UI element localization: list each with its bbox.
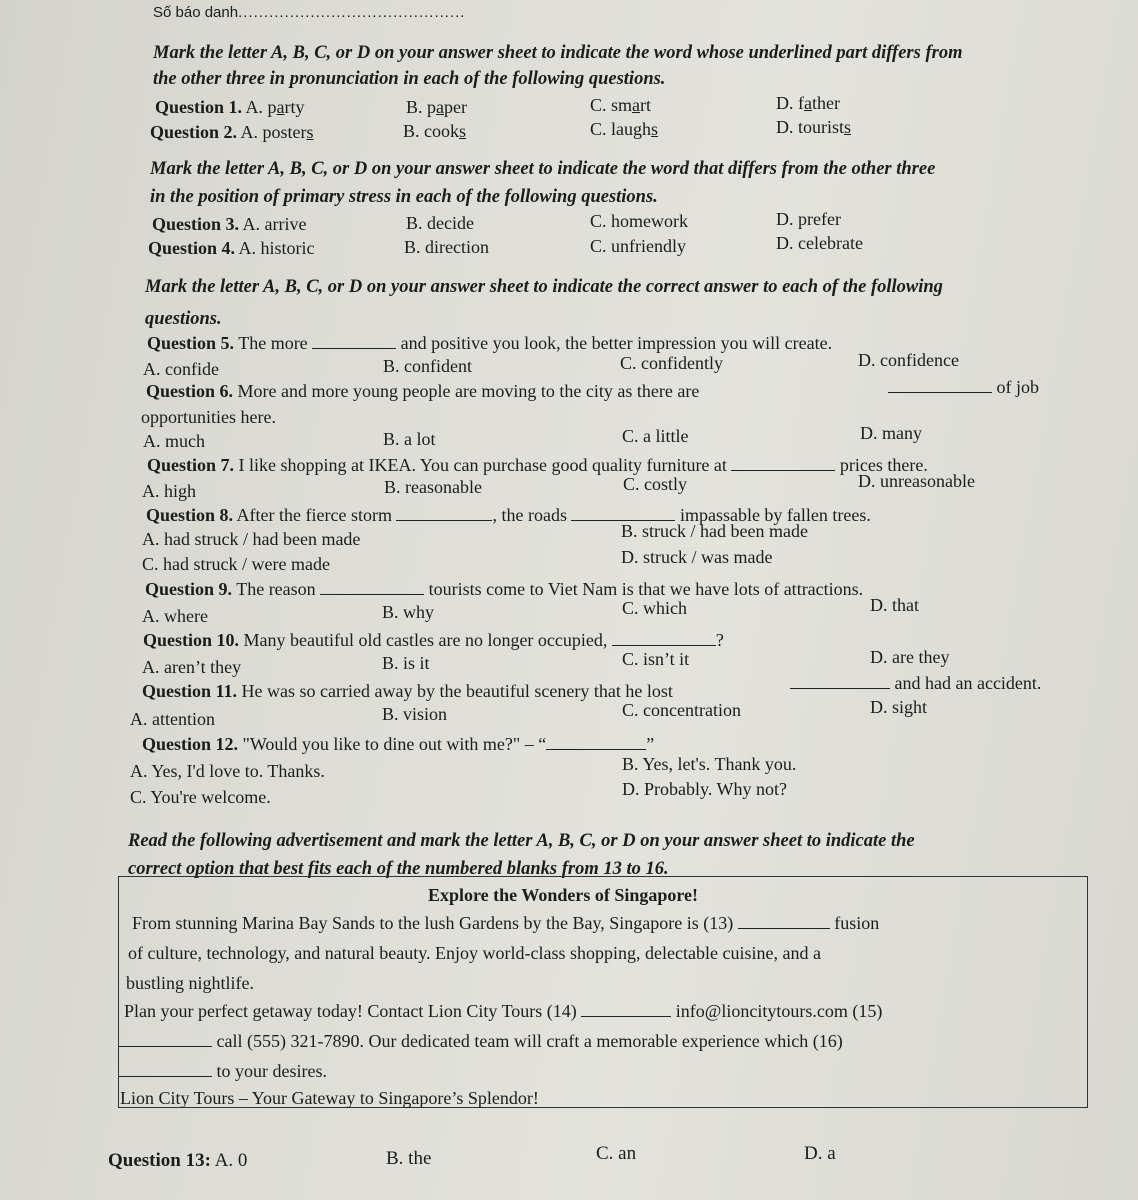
q10-option-a: A. aren’t they	[142, 657, 242, 677]
q11-option-b: B. vision	[382, 704, 448, 724]
answer-blank-2	[571, 506, 675, 521]
answer-blank	[790, 674, 890, 689]
answer-blank	[731, 456, 835, 471]
q7-option-c: C. costly	[623, 474, 688, 494]
option-a: A. party	[245, 97, 305, 117]
q12-option-d: D. Probably. Why not?	[622, 779, 787, 799]
q10-option-c: C. isn’t it	[622, 649, 690, 669]
ad-line-4: Plan your perfect getaway today! Contact Lion City Tours (14) info@lioncitytours.com (15)	[124, 1001, 883, 1021]
q6-option-c: C. a little	[622, 426, 689, 446]
answer-blank-1	[396, 506, 492, 521]
q9-option-c: C. which	[622, 598, 687, 618]
section1-instruction-line2: the other three in pronunciation in each of the following questions.	[153, 69, 666, 89]
q7-option-d: D. unreasonable	[858, 471, 975, 491]
question-stem-middle: , the roads	[492, 505, 567, 525]
q9-option-b: B. why	[382, 602, 435, 622]
q12-option-c: C. You're welcome.	[130, 787, 271, 807]
q2-option-c: C. laughs	[590, 119, 659, 139]
q13-option-d: D. a	[804, 1143, 836, 1164]
section2-instruction-line1: Mark the letter A, B, C, or D on your answer sheet to indicate the word that differs from the other three	[150, 159, 936, 179]
q13-option-c: C. an	[596, 1143, 637, 1164]
q10-option-d: D. are they	[870, 647, 950, 667]
q3-option-d: D. prefer	[776, 209, 841, 229]
q8-option-a: A. had struck / had been made	[142, 529, 361, 549]
q11-option-a: A. attention	[130, 709, 215, 729]
q11-option-d: D. sight	[870, 697, 928, 717]
ad-line-7: Lion City Tours – Your Gateway to Singapore’s Splendor!	[120, 1088, 539, 1108]
question-13	[108, 1150, 247, 1172]
q6-blank-and-end	[888, 376, 1039, 398]
question-4	[148, 237, 315, 259]
candidate-number-dots: ............................................	[238, 4, 466, 21]
blank-15	[118, 1032, 212, 1047]
q6-option-b: B. a lot	[383, 429, 436, 449]
q5-option-a: A. confide	[143, 359, 219, 379]
candidate-number	[153, 2, 465, 24]
q4-option-c: C. unfriendly	[590, 236, 686, 256]
q3-option-c: C. homework	[590, 211, 688, 231]
question-label: Question 12.	[142, 734, 239, 754]
question-stem-start: Many beautiful old castles are no longer occupied,	[243, 630, 608, 650]
question-stem-start: "Would you like to dine out with me?" – “	[242, 734, 547, 754]
question-label: Question 11.	[142, 681, 238, 701]
section1-instruction-line1: Mark the letter A, B, C, or D on your answer sheet to indicate the word whose underlined part differs from	[153, 43, 963, 63]
answer-blank	[320, 580, 424, 595]
q6-stem-continued: opportunities here.	[141, 407, 276, 427]
q5-option-b: B. confident	[383, 356, 472, 376]
answer-blank	[546, 735, 646, 750]
candidate-number-label: Số báo danh	[153, 4, 239, 21]
q8-option-d: D. struck / was made	[621, 547, 773, 567]
question-label: Question 13:	[108, 1150, 211, 1171]
question-stem-start: I like shopping at IKEA. You can purchase good quality furniture at	[238, 455, 727, 475]
answer-blank	[888, 378, 992, 393]
question-stem-end: and had an accident.	[894, 673, 1042, 693]
q9-option-a: A. where	[142, 606, 208, 626]
question-stem-end: ?	[715, 630, 724, 650]
ad-line-3: bustling nightlife.	[126, 973, 254, 993]
question-label: Question 10.	[143, 630, 240, 650]
q1-option-b: B. paper	[406, 97, 467, 117]
question-label: Question 9.	[145, 579, 233, 599]
q2-option-d: D. tourists	[776, 117, 852, 137]
blank-14	[581, 1002, 671, 1017]
question-label: Question 6.	[146, 381, 234, 401]
question-9	[145, 578, 863, 600]
advertisement-title: Explore the Wonders of Singapore!	[428, 885, 699, 905]
q11-blank-and-end	[790, 672, 1041, 694]
question-5	[147, 332, 832, 354]
question-6	[146, 380, 699, 402]
question-stem-start: The more	[238, 333, 308, 353]
q9-option-d: D. that	[870, 595, 919, 615]
q1-option-c: C. smart	[590, 95, 652, 115]
question-label: Question 2.	[150, 122, 238, 142]
answer-blank	[612, 631, 716, 646]
question-stem-end: impassable by fallen trees.	[679, 505, 871, 525]
ad-line-6: to your desires.	[118, 1060, 327, 1082]
question-1	[155, 96, 305, 118]
ad-line-2: of culture, technology, and natural beauty. Enjoy world-class shopping, delectable cuisine, and a	[128, 943, 821, 963]
q3-option-b: B. decide	[406, 213, 474, 233]
q6-option-d: D. many	[860, 423, 922, 443]
blank-16	[118, 1062, 212, 1077]
blank-13	[738, 914, 830, 929]
question-stem-end: of job	[996, 377, 1039, 397]
q8-option-b: B. struck / had been made	[621, 521, 808, 541]
option-a: A. posters	[240, 122, 314, 142]
question-label: Question 5.	[147, 333, 235, 353]
option-a: A. historic	[238, 238, 315, 258]
q12-option-a: A. Yes, I'd love to. Thanks.	[130, 761, 325, 781]
question-stem-start: The reason	[236, 579, 316, 599]
question-stem-end: prices there.	[839, 455, 928, 475]
question-stem-end: and positive you look, the better impression you will create.	[400, 333, 833, 353]
q4-option-d: D. celebrate	[776, 233, 863, 253]
q7-option-b: B. reasonable	[384, 477, 482, 497]
q12-option-b: B. Yes, let's. Thank you.	[622, 754, 797, 774]
question-stem-end: tourists come to Viet Nam is that we have lots of attractions.	[428, 579, 864, 599]
question-2	[150, 121, 314, 143]
q1-option-d: D. father	[776, 93, 840, 113]
q7-option-a: A. high	[142, 481, 196, 501]
question-label: Question 4.	[148, 238, 236, 258]
q8-option-c: C. had struck / were made	[142, 554, 330, 574]
q4-option-b: B. direction	[404, 237, 489, 257]
question-12	[142, 733, 654, 755]
question-7	[147, 454, 928, 476]
question-11	[142, 680, 673, 702]
question-label: Question 3.	[152, 214, 240, 234]
section4-instruction-line1: Read the following advertisement and mark the letter A, B, C, or D on your answer sheet to indicate the	[128, 831, 915, 851]
ad-line-5: call (555) 321-7890. Our dedicated team will craft a memorable experience which (16)	[118, 1030, 843, 1052]
question-stem-start: He was so carried away by the beautiful scenery that he lost	[241, 681, 673, 701]
question-label: Question 1.	[155, 97, 243, 117]
section4-instruction-line2: correct option that best fits each of the numbered blanks from 13 to 16.	[128, 859, 669, 879]
section3-instruction-line2: questions.	[145, 309, 222, 329]
ad-line-1: From stunning Marina Bay Sands to the lush Gardens by the Bay, Singapore is (13) fusion	[132, 913, 880, 933]
section2-instruction-line2: in the position of primary stress in each of the following questions.	[150, 187, 658, 207]
question-label: Question 7.	[147, 455, 235, 475]
q5-option-c: C. confidently	[620, 353, 723, 373]
question-label: Question 8.	[146, 505, 234, 525]
q11-option-c: C. concentration	[622, 700, 741, 720]
section3-instruction-line1: Mark the letter A, B, C, or D on your answer sheet to indicate the correct answer to each of the following	[145, 277, 943, 297]
q13-option-b: B. the	[386, 1148, 432, 1169]
q6-option-a: A. much	[143, 431, 205, 451]
q2-option-b: B. cooks	[403, 121, 467, 141]
q10-option-b: B. is it	[382, 653, 430, 673]
question-3	[152, 213, 307, 235]
option-a: A. arrive	[242, 214, 307, 234]
option-a: A. 0	[214, 1150, 248, 1171]
question-stem-start: After the fierce storm	[236, 505, 392, 525]
answer-blank	[312, 334, 396, 349]
q5-option-d: D. confidence	[858, 350, 959, 370]
question-stem-start: More and more young people are moving to the city as there are	[237, 381, 700, 401]
question-stem-end: ”	[646, 734, 655, 754]
